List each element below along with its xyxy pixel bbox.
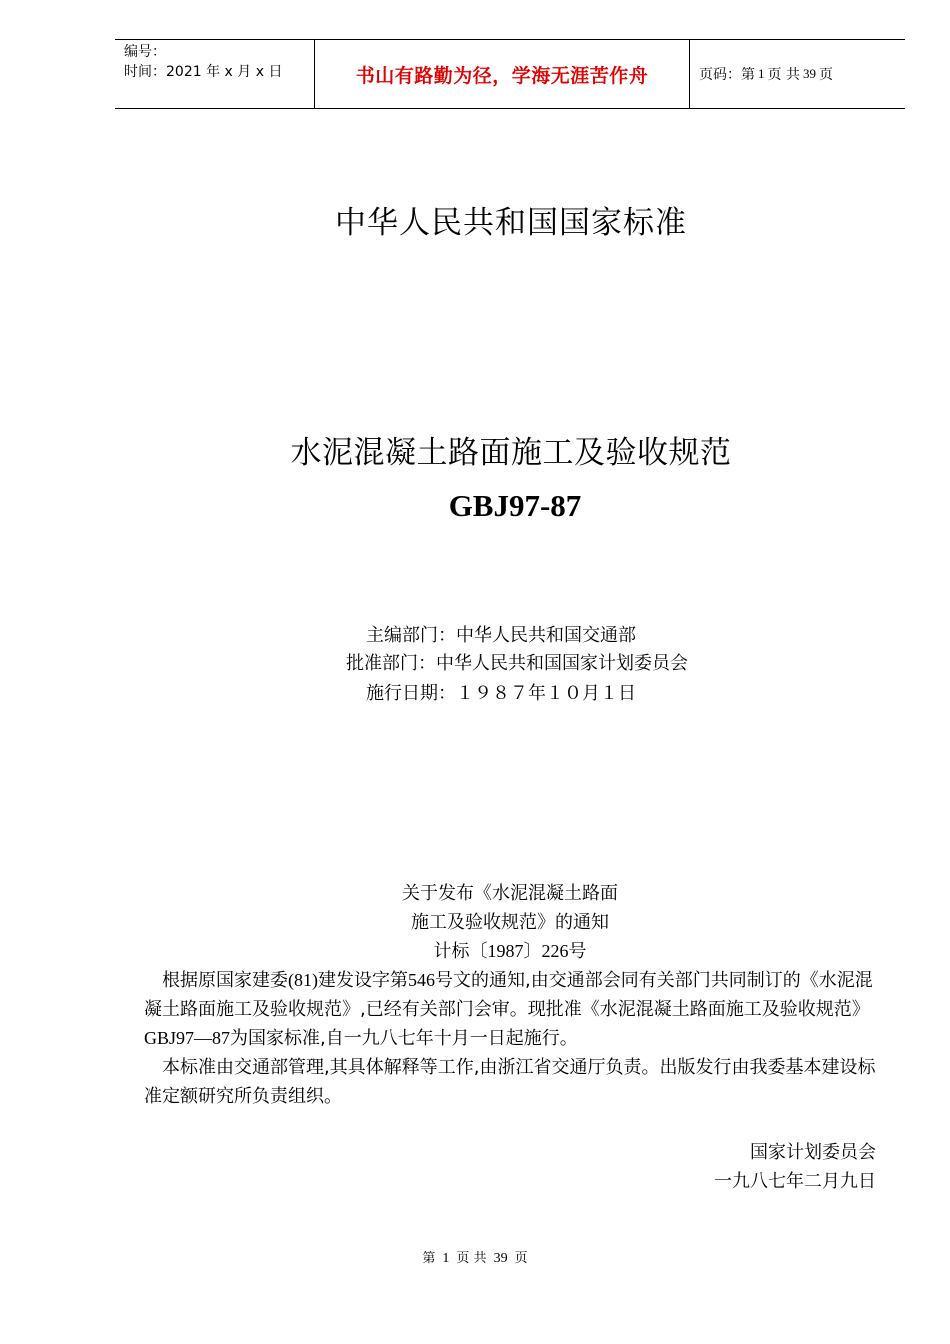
- header-motto: 书山有路勤为径，学海无涯苦作舟: [315, 40, 690, 108]
- page-suffix: 页: [818, 67, 833, 83]
- page-total: 39: [802, 66, 816, 81]
- notice-date: 一九八七年二月九日: [714, 1171, 876, 1192]
- notice-signer: 国家计划委员会: [750, 1142, 876, 1163]
- approver-department: 批准部门：中华人民共和国国家计划委员会: [346, 653, 688, 674]
- document-title: 中华人民共和国国家标准: [335, 205, 687, 241]
- header-info-cell: [115, 40, 315, 108]
- notice-title-line1: 关于发布《水泥混凝土路面: [402, 883, 618, 904]
- notice-number: 计标〔1987〕226号: [433, 941, 587, 962]
- editor-department: 主编部门：中华人民共和国交通部: [366, 625, 636, 646]
- footer-total-pages: 39: [493, 1251, 508, 1266]
- header-table: [115, 39, 905, 109]
- document-code: GBJ97-87: [448, 488, 582, 523]
- page-footer: 第 1 页 共 39 页: [422, 1251, 528, 1266]
- header-page-cell: [690, 40, 905, 108]
- notice-paragraph-1: 根据原国家建委(81)建发设字第546号文的通知,由交通部会同有关部门共同制订的《水泥混凝土路面施工及验收规范》,已经有关部门会审。现批准《水泥混凝土路面施工及验收规范》GBJ97—87为国家标准,自一九八七年十月一日起施行。: [144, 970, 873, 1049]
- footer-current-page: 1: [442, 1251, 450, 1266]
- notice-paragraph-2: 本标准由交通部管理,其具体解释等工作,由浙江省交通厅负责。出版发行由我委基本建设标准定额研究所负责组织。: [144, 1057, 876, 1107]
- notice-title-line2: 施工及验收规范》的通知: [411, 912, 609, 933]
- number-label: 编号：: [124, 44, 166, 60]
- effective-date: 施行日期：１９８７年１０月１日: [366, 683, 636, 704]
- page-prefix: 页码：第: [699, 67, 755, 83]
- page-mid: 页 共: [767, 67, 800, 83]
- notice-body: [144, 966, 884, 1111]
- document-subtitle: 水泥混凝土路面施工及验收规范: [290, 435, 732, 471]
- time-label: 时间：2021 年 x 月 x 日: [124, 64, 283, 80]
- page-current: 1: [758, 66, 765, 81]
